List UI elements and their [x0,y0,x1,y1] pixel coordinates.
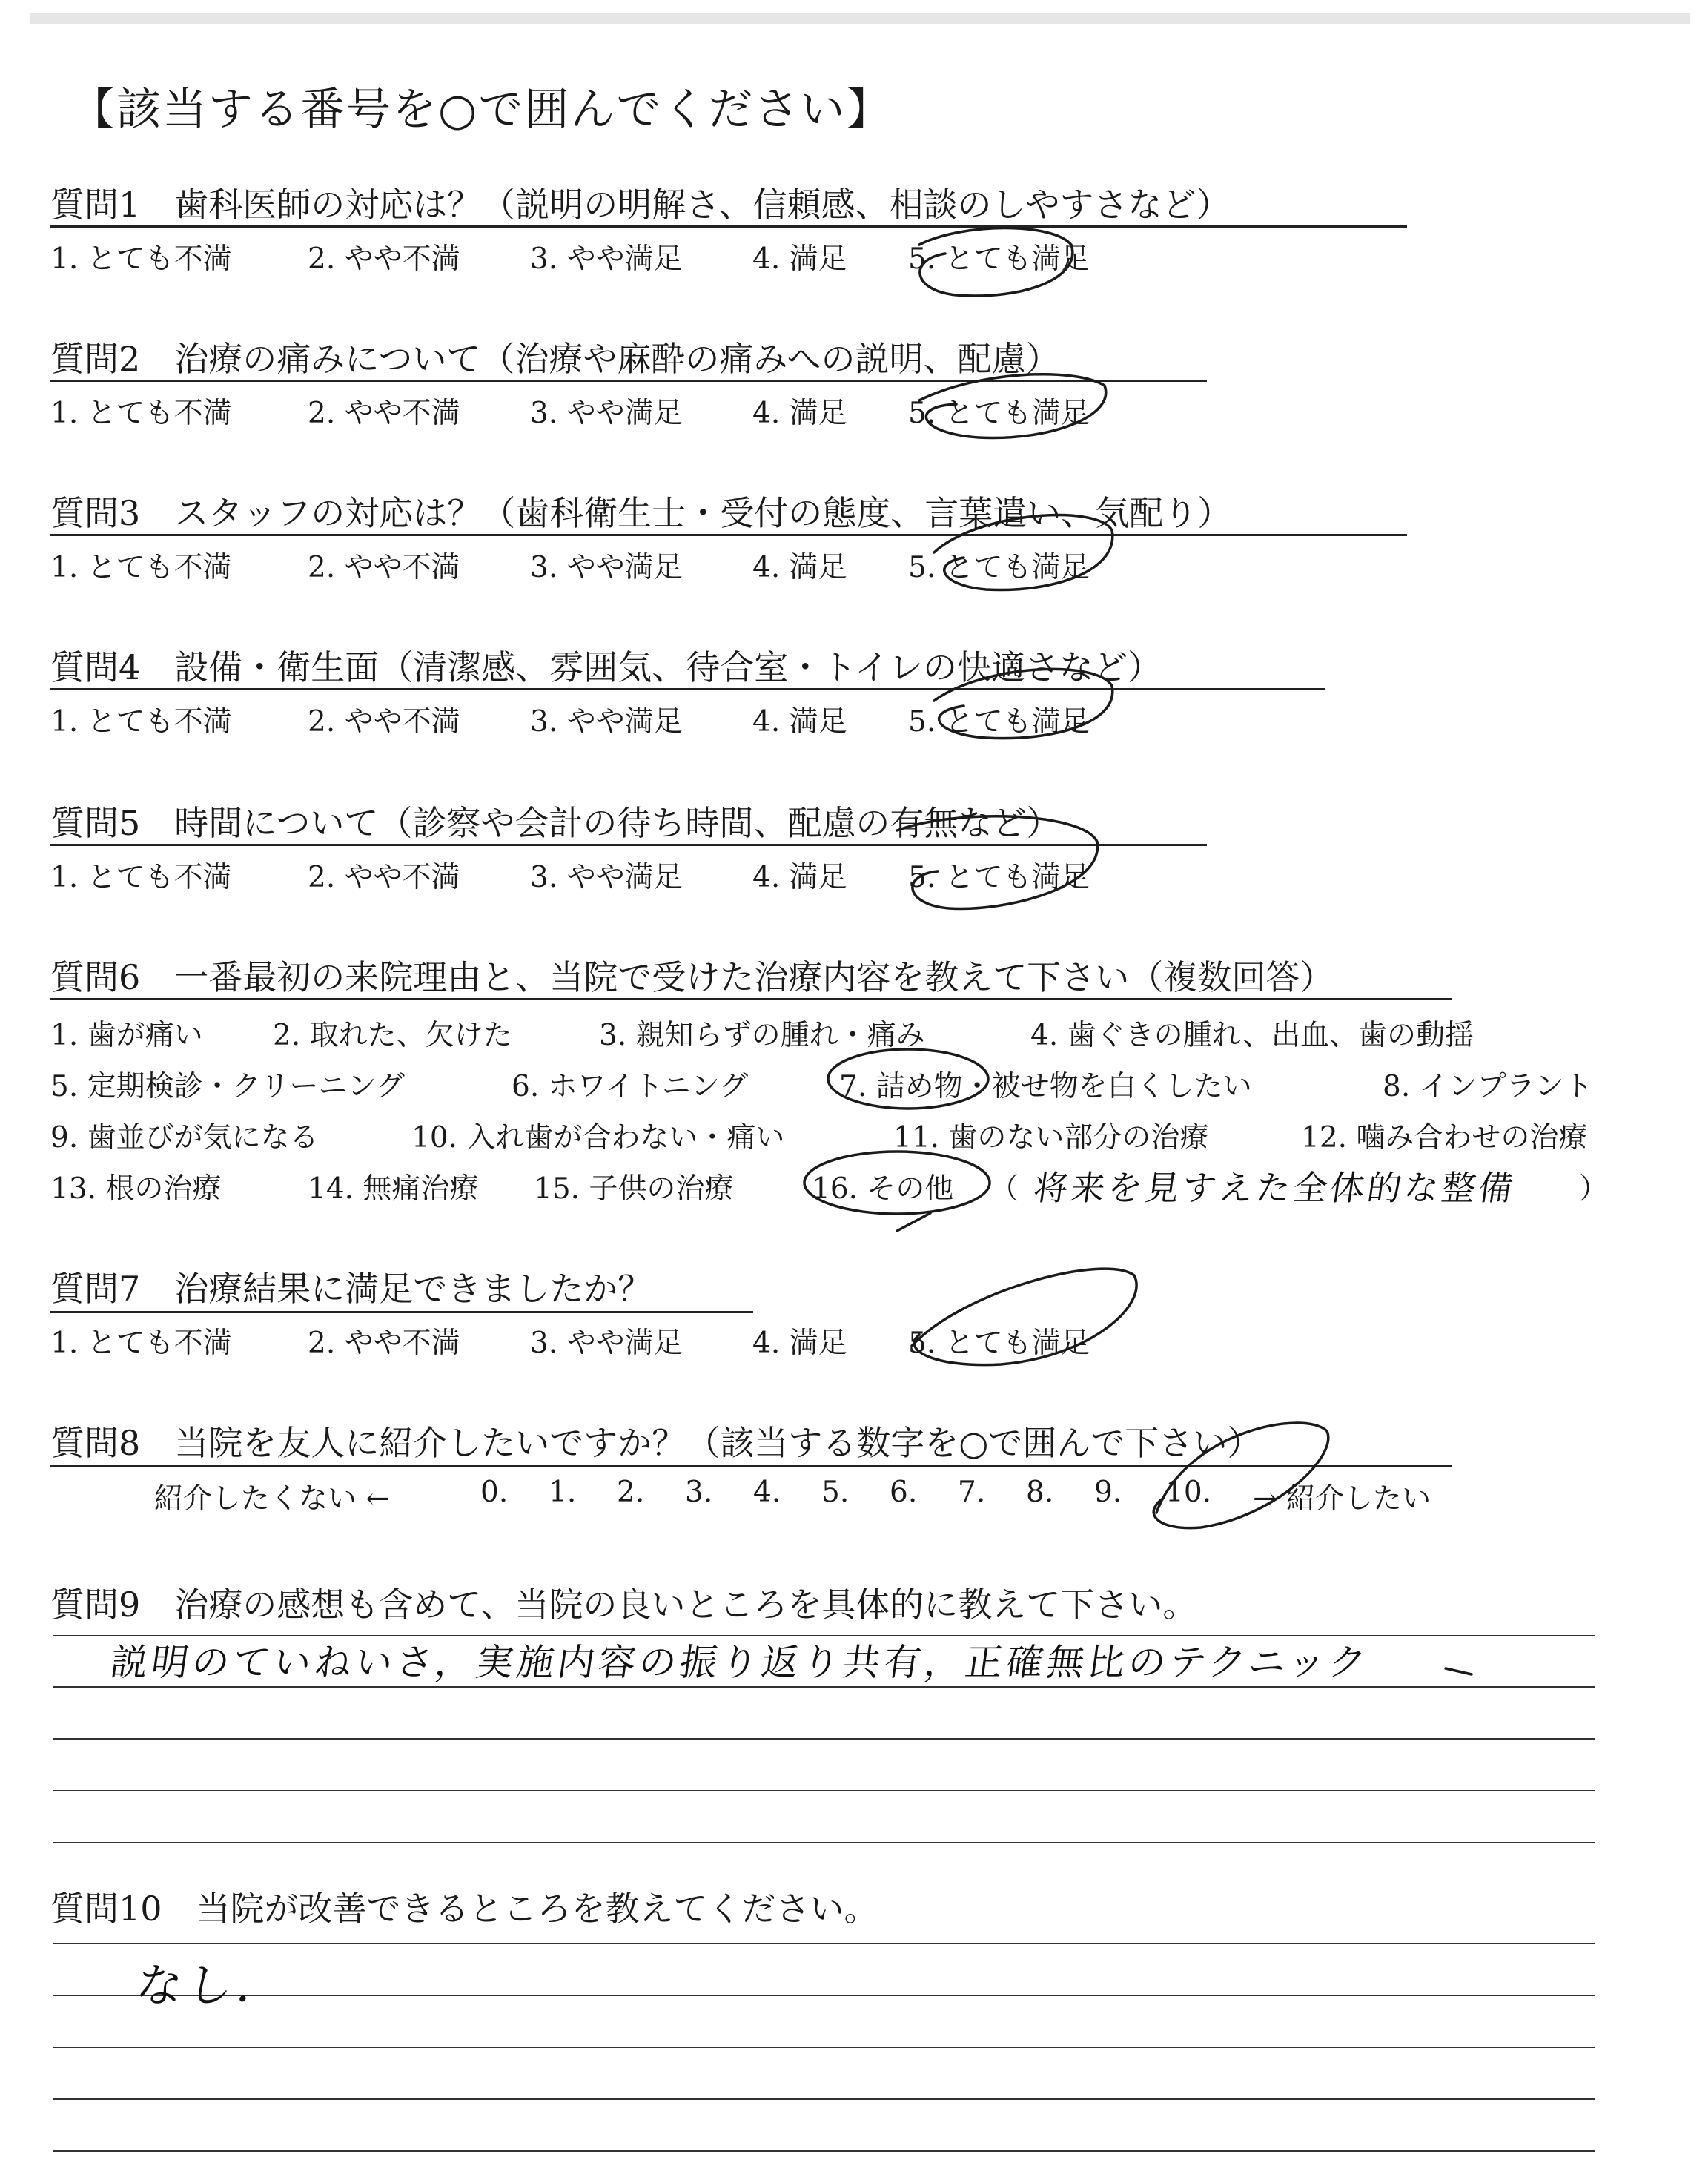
q10-rule-1 [53,1943,1595,1944]
q8-score-3[interactable]: 3. [685,1476,713,1509]
q8-score-1[interactable]: 1. [549,1476,577,1509]
q9-label: 質問9 [50,1585,141,1625]
q7-option-1[interactable]: 1. とても不満 [50,1327,232,1360]
q3-option-1[interactable]: 1. とても不満 [50,551,232,584]
q10-rule-3 [53,2047,1595,2048]
q2-option-4[interactable]: 4. 満足 [752,397,847,430]
q10-rule-5 [53,2150,1595,2152]
q5-label: 質問5 [50,803,141,843]
q8-score-10[interactable]: 10. [1165,1476,1212,1509]
q6-underline [50,998,1452,1000]
q5-option-1[interactable]: 1. とても不満 [50,861,232,894]
q6-option-9[interactable]: 9. 歯並びが気になる [50,1121,319,1155]
q4-underline [50,688,1325,690]
q6-option-4[interactable]: 4. 歯ぐきの腫れ、出血、歯の動揺 [1030,1019,1474,1052]
q6-option-12[interactable]: 12. 噛み合わせの治療 [1301,1121,1588,1155]
q6-option-16[interactable]: 16. その他 [812,1172,954,1206]
q1-underline [50,225,1407,228]
q2-question [50,332,1059,381]
q6-option-7[interactable]: 7. 詰め物・被せ物を白くしたい [839,1070,1252,1103]
q8-label: 質問8 [50,1423,141,1463]
q5-option-5[interactable]: 5. とても満足 [908,861,1090,894]
q8-score-4[interactable]: 4. [753,1476,781,1509]
q9-text: 治療の感想も含めて、当院の良いところを具体的に教えて下さい。 [174,1585,1197,1625]
q4-question [50,641,1162,690]
q8-question [50,1416,1261,1465]
form-instruction: 【該当する番号を○で囲んでください】 [70,84,893,136]
q6-other-handwritten[interactable]: 将来を見すえた全体的な整備 [1030,1168,1519,1208]
q8-score-0[interactable]: 0. [480,1476,509,1509]
q1-question [50,178,1230,227]
q8-score-8[interactable]: 8. [1026,1476,1054,1509]
q6-option-8[interactable]: 8. インプラント [1383,1070,1593,1103]
q9-question [50,1578,1196,1627]
q8-score-7[interactable]: 7. [958,1476,986,1509]
q10-rule-4 [53,2098,1595,2100]
q7-option-5[interactable]: 5. とても満足 [908,1327,1090,1360]
q8-score-6[interactable]: 6. [890,1476,918,1509]
q2-option-3[interactable]: 3. やや満足 [530,397,683,430]
q2-label: 質問2 [50,339,141,379]
q7-underline [50,1311,753,1313]
q5-option-2[interactable]: 2. やや不満 [308,861,460,894]
q7-text: 治療結果に満足できましたか？ [174,1269,652,1309]
q3-label: 質問3 [50,493,141,533]
q6-text: 一番最初の来院理由と、当院で受けた治療内容を教えて下さい（複数回答） [174,957,1334,997]
q10-label: 質問10 [50,1889,162,1929]
q5-text: 時間について（診察や会計の待ち時間、配慮の有無など） [174,803,1061,843]
q6-option-3[interactable]: 3. 親知らずの腫れ・痛み [599,1019,925,1052]
q1-option-4[interactable]: 4. 満足 [752,242,847,276]
q7-option-4[interactable]: 4. 満足 [752,1327,847,1360]
q3-underline [50,534,1407,536]
q3-option-5[interactable]: 5. とても満足 [908,551,1090,584]
q8-left-label: 紹介したくない ← [154,1482,391,1516]
q1-label: 質問1 [50,185,141,225]
q2-option-5[interactable]: 5. とても満足 [908,397,1090,430]
q8-text: 当院を友人に紹介したいですか？（該当する数字を○で囲んで下さい） [174,1423,1262,1463]
q3-text: スタッフの対応は？（歯科衛生士・受付の態度、言葉遣い、気配り） [174,493,1232,533]
q9-trailing-stroke [1446,1668,1472,1674]
q6-other-open: （ [990,1172,1019,1206]
q7-option-2[interactable]: 2. やや不満 [308,1327,460,1360]
q9-rule-2 [53,1686,1595,1688]
q4-option-4[interactable]: 4. 満足 [752,705,847,739]
q1-option-1[interactable]: 1. とても不満 [50,242,232,276]
q4-label: 質問4 [50,647,141,687]
q6-question [50,951,1334,1000]
q6-option-5[interactable]: 5. 定期検診・クリーニング [50,1070,405,1103]
q8-score-5[interactable]: 5. [821,1476,850,1509]
q2-underline [50,380,1207,382]
q7-option-3[interactable]: 3. やや満足 [530,1327,683,1360]
q5-option-3[interactable]: 3. やや満足 [530,861,683,894]
q7-question [50,1262,652,1311]
q10-question [50,1882,878,1931]
q6-option16-tail [897,1213,930,1231]
q5-option-4[interactable]: 4. 満足 [752,861,847,894]
q6-option-1[interactable]: 1. 歯が痛い [50,1019,203,1052]
q4-option-2[interactable]: 2. やや不満 [308,705,460,739]
q4-option-5[interactable]: 5. とても満足 [908,705,1090,739]
q9-rule-4 [53,1790,1595,1791]
q6-option-6[interactable]: 6. ホワイトニング [512,1070,749,1103]
q10-handwritten-answer[interactable]: なし． [133,1958,292,2012]
q3-option-4[interactable]: 4. 満足 [752,551,847,584]
q6-option-2[interactable]: 2. 取れた、欠けた [273,1019,512,1052]
q4-text: 設備・衛生面（清潔感、雰囲気、待合室・トイレの快適さなど） [174,647,1162,687]
q3-option-3[interactable]: 3. やや満足 [530,551,683,584]
q4-option-3[interactable]: 3. やや満足 [530,705,683,739]
q8-score-2[interactable]: 2. [617,1476,645,1509]
q1-option-2[interactable]: 2. やや不満 [308,242,460,276]
q6-other-close: ） [1579,1172,1609,1206]
q4-option-1[interactable]: 1. とても不満 [50,705,232,739]
q6-option-14[interactable]: 14. 無痛治療 [308,1172,479,1206]
q7-label: 質問7 [50,1269,141,1309]
scan-top-edge [30,13,1690,24]
q6-option-10[interactable]: 10. 入れ歯が合わない・痛い [411,1121,785,1155]
q2-option-1[interactable]: 1. とても不満 [50,397,232,430]
q10-text: 当院が改善できるところを教えてください。 [196,1889,878,1929]
q3-option-2[interactable]: 2. やや不満 [308,551,460,584]
q8-right-label: → 紹介したい [1253,1482,1431,1516]
q2-option-2[interactable]: 2. やや不満 [308,397,460,430]
q1-option-5[interactable]: 5. とても満足 [908,242,1090,276]
q5-question [50,796,1060,845]
q9-rule-3 [53,1738,1595,1740]
q6-label: 質問6 [50,957,141,997]
q6-option-11[interactable]: 11. 歯のない部分の治療 [893,1121,1209,1155]
q9-handwritten-answer[interactable]: 説明のていねいさ，実施内容の振り返り共有，正確無比のテクニック [107,1641,1373,1684]
q1-text: 歯科医師の対応は？（説明の明解さ、信頼感、相談のしやすさなど） [174,185,1231,225]
q5-underline [50,844,1207,846]
q6-option-13[interactable]: 13. 根の治療 [50,1172,222,1206]
q2-text: 治療の痛みについて（治療や麻酔の痛みへの説明、配慮） [174,339,1060,379]
q6-option-15[interactable]: 15. 子供の治療 [534,1172,734,1206]
q8-underline [50,1465,1452,1467]
q9-rule-5 [53,1842,1595,1843]
q8-score-9[interactable]: 9. [1094,1476,1122,1509]
q3-question [50,486,1231,535]
q1-option-3[interactable]: 3. やや満足 [530,242,683,276]
